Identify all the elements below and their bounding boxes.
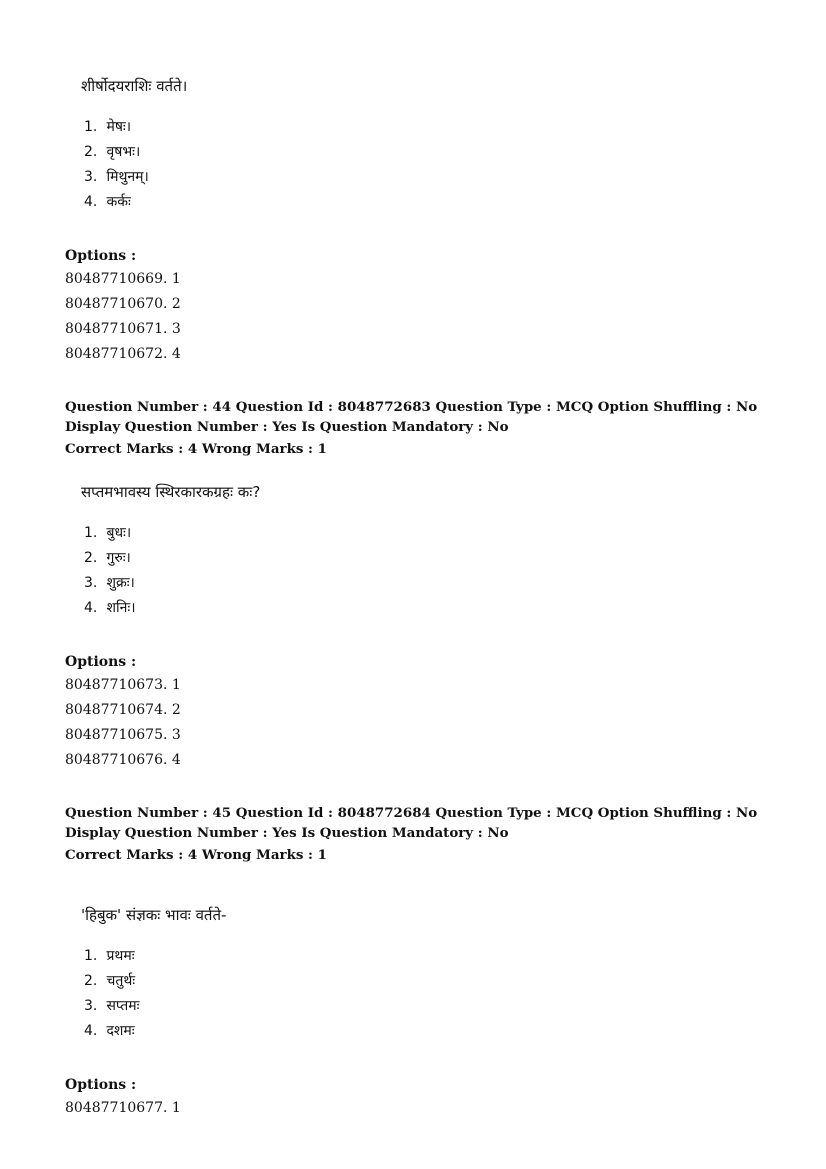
question-meta-line: Display Question Number : Yes Is Question Mandatory : No — [65, 419, 509, 435]
answer-choice: 2. चतुर्थः — [84, 973, 136, 989]
option-id: 80487710673. 1 — [65, 677, 181, 693]
question-meta — [65, 397, 757, 459]
answer-choice: 4. कर्कः — [84, 194, 131, 210]
option-id: 80487710676. 4 — [65, 752, 181, 768]
answer-choice: 4. दशमः — [84, 1023, 135, 1039]
answer-choice: 3. शुक्रः। — [84, 575, 135, 591]
answer-choices — [84, 115, 149, 215]
question-meta-line: Question Number : 45 Question Id : 8048772684 Question Type : MCQ Option Shuffling : No — [65, 805, 758, 821]
question-text: शीर्षोदयराशिः वर्तते। — [81, 77, 188, 95]
answer-choice: 3. सप्तमः — [84, 998, 140, 1014]
question-meta — [65, 803, 757, 865]
marks-line: Correct Marks : 4 Wrong Marks : 1 — [65, 441, 327, 457]
option-id: 80487710675. 3 — [65, 727, 181, 743]
question-text: सप्तमभावस्य स्थिरकारकग्रहः कः? — [81, 483, 261, 501]
option-id-list — [65, 267, 181, 367]
option-id: 80487710670. 2 — [65, 296, 181, 312]
answer-choices — [84, 521, 136, 621]
question-meta-line: Display Question Number : Yes Is Question Mandatory : No — [65, 825, 509, 841]
answer-choice: 2. गुरुः। — [84, 550, 131, 566]
answer-choice: 1. प्रथमः — [84, 948, 135, 964]
option-id-list — [65, 673, 181, 773]
options-heading: Options : — [65, 248, 137, 264]
answer-choice: 2. वृषभः। — [84, 144, 141, 160]
answer-choice: 1. बुधः। — [84, 525, 132, 541]
question-meta-line: Question Number : 44 Question Id : 8048772683 Question Type : MCQ Option Shuffling : No — [65, 399, 758, 415]
marks-line: Correct Marks : 4 Wrong Marks : 1 — [65, 847, 327, 863]
option-id: 80487710677. 1 — [65, 1100, 181, 1116]
answer-choice: 1. मेषः। — [84, 119, 132, 135]
answer-choice: 3. मिथुनम्। — [84, 169, 149, 185]
answer-choices — [84, 944, 139, 1044]
option-id: 80487710671. 3 — [65, 321, 181, 337]
question-text: 'हिबुक' संज्ञकः भावः वर्तते- — [81, 906, 227, 924]
option-id: 80487710672. 4 — [65, 346, 181, 362]
option-id: 80487710674. 2 — [65, 702, 181, 718]
option-id-list — [65, 1096, 181, 1121]
option-id: 80487710669. 1 — [65, 271, 181, 287]
options-heading: Options : — [65, 1077, 137, 1093]
options-heading: Options : — [65, 654, 137, 670]
answer-choice: 4. शनिः। — [84, 600, 136, 616]
